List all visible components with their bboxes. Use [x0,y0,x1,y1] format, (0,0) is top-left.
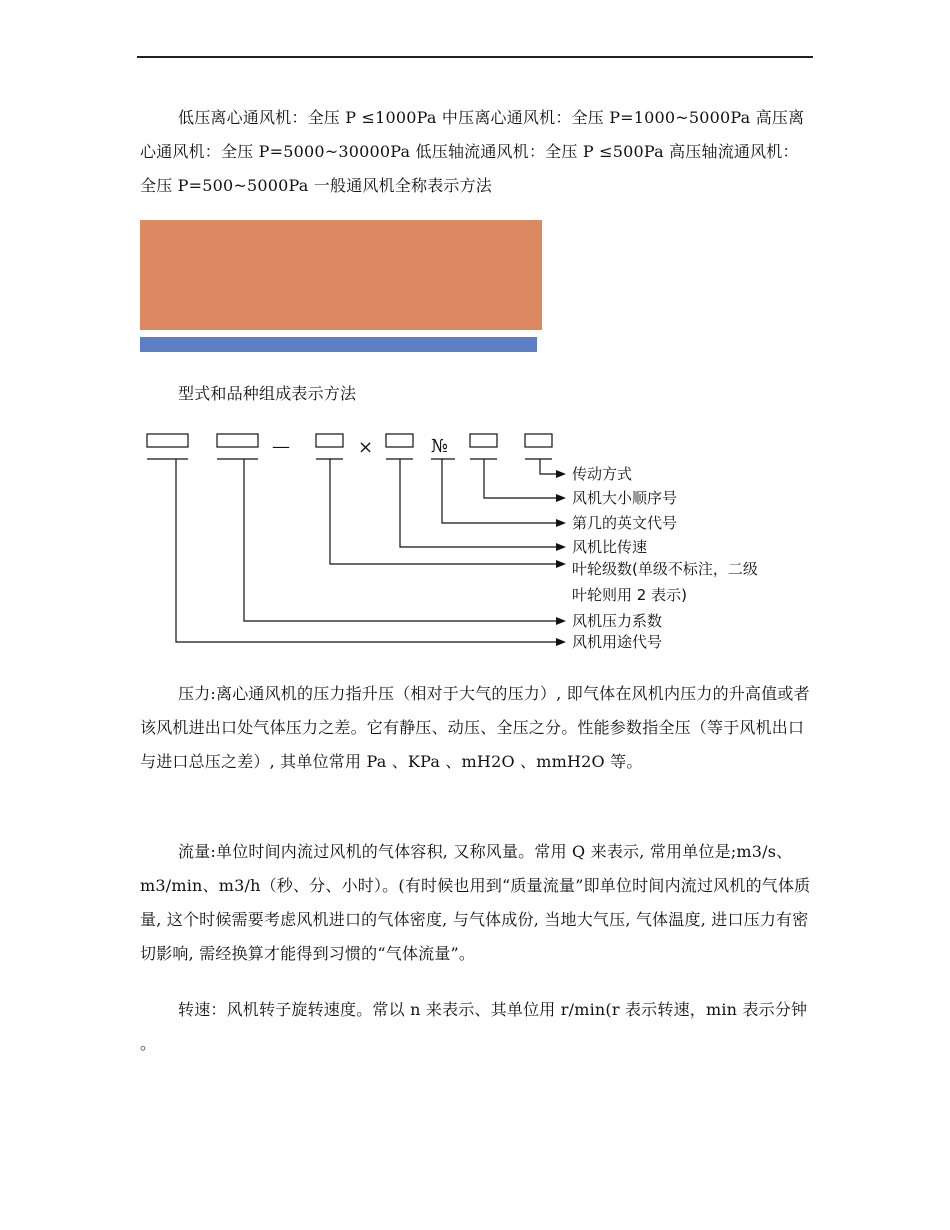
label-fan-speed-ratio: 风机比传速 [572,538,648,556]
paragraph-model-notation-heading: 型式和品种组成表示方法 [178,384,357,403]
paragraph-flow-rate: 流量:单位时间内流过风机的气体容积, 又称风量。常用 Q 来表示, 常用单位是;m3/s、m3/min、m3/h（秒、分、小时）。(有时候也用到“质量流量”即单位时间内流过风机的气体质量, 这个时候需要考虑风机进口的气体密度, 与气体成份, 当地大气压, 气体温度, 进口压力有密切影响, 需经换算才能得到习惯的“气体流量”。 [140,842,811,963]
label-english-code: 第几的英文代号 [572,514,678,532]
code-box-1 [147,434,188,447]
paragraph-pressure: 压力:离心通风机的压力指升压（相对于大气的压力）, 即气体在风机内压力的升高值或者该风机进出口处气体压力之差。它有静压、动压、全压之分。性能参数指全压（等于风机出口与进口总压之差）, 其单位常用 Pa 、KPa 、mH2O 、mmH2O 等。 [140,684,810,771]
times-separator: × [358,437,374,458]
label-impeller-stages-line1: 叶轮级数(单级不标注，二级 [572,560,758,578]
dash-separator: — [272,436,290,457]
label-fan-size-number: 风机大小顺序号 [572,489,678,507]
code-box-2 [217,434,258,447]
number-sign: № [431,436,449,457]
code-box-4 [386,434,413,447]
code-box-6 [525,434,552,447]
code-box-3 [316,434,343,447]
paragraph-fan-pressure-classes: 低压离心通风机：全压 P ≤1000Pa 中压离心通风机：全压 P=1000~5000Pa 高压离心通风机：全压 P=5000~30000Pa 低压轴流通风机：全压 P ≤500Pa 高压轴流通风机：全压 P=500~5000Pa 一般通风机全称表示方法 [140,108,805,195]
label-drive-mode: 传动方式 [572,465,633,483]
label-usage-code: 风机用途代号 [572,633,663,651]
label-pressure-coefficient: 风机压力系数 [572,612,663,630]
label-impeller-stages-line2: 叶轮则用 2 表示) [572,586,687,604]
code-box-5 [470,434,497,447]
paragraph-rotation-speed: 转速：风机转子旋转速度。常以 n 来表示、其单位用 r/min(r 表示转速，min 表示分钟 。 [140,1000,808,1053]
